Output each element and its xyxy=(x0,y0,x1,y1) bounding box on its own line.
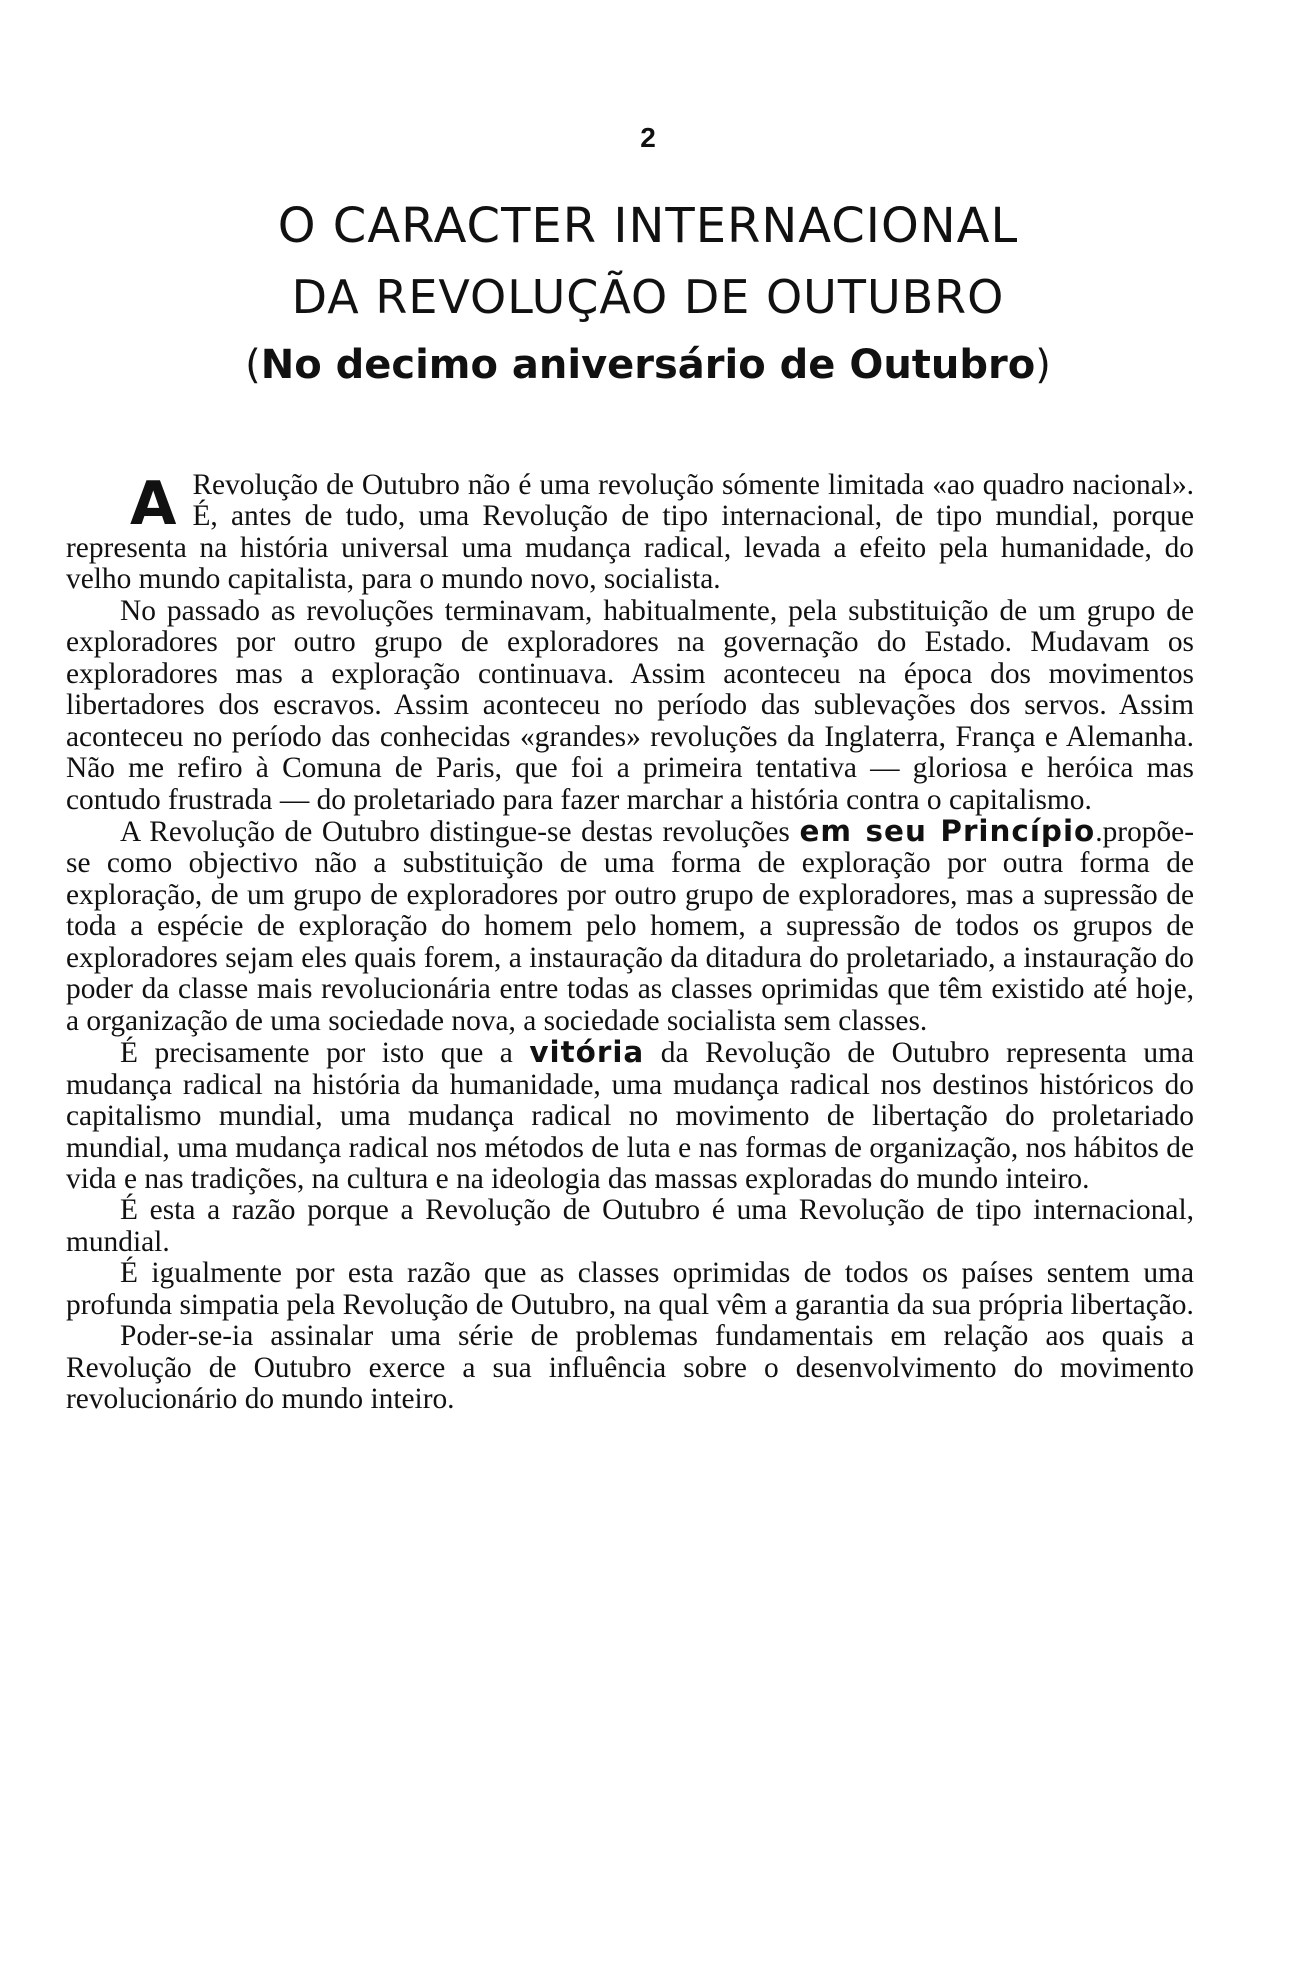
subtitle xyxy=(0,342,1296,388)
paragraph-2: No passado as revoluções terminavam, habitualmente, pela substituição de um grupo de exploradores por outro grupo de exploradores na governação do Estado. Mudavam os exploradores mas a exploração continuava. Assim aconteceu na época dos movimentos libertadores dos escravos. Assim aconteceu no período das sublevações dos servos. Assim aconteceu no período das conhecidas «grandes» revoluções da Inglaterra, França e Alemanha. Não me refiro à Comuna de Paris, que foi a primeira tentativa — gloriosa e heróica mas contudo frustrada — do proletariado para fazer marchar a história contra o capitalismo. xyxy=(66,594,1194,816)
paragraph-3-text-after: .propõe-se como objectivo não a substituição de uma forma de exploração por outra forma de exploração, de um grupo de exploradores por outro grupo de exploradores, mas a supressão de toda a espécie de exploração do homem pelo homem, a supressão de todos os grupos de exploradores sejam eles quais forem, a instauração da ditadura do proletariado, a instauração do poder da classe mais revolucionária entre todas as classes oprimidas que têm existido até hoje, a organização de uma sociedade nova, a sociedade socialista sem classes. xyxy=(66,815,1194,1037)
title-line-2: DA REVOLUÇÃO DE OUTUBRO xyxy=(291,270,1005,324)
subtitle-open-paren: ( xyxy=(245,342,261,388)
paragraph-4-text-after: da Revolução de Outubro representa uma mudança radical na história da humanidade, uma mudança radical nos destinos históricos do capitalismo mundial, uma mudança radical no movimento de libertação do proletariado mundial, uma mudança radical nos métodos de luta e nas formas de organização, nos hábitos de vida e nas tradições, na cultura e na ideologia das massas exploradas do mundo inteiro. xyxy=(66,1037,1194,1195)
paragraph-1-text: Revolução de Outubro não é uma revolução sómente limitada «ao quadro nacional». É, antes de tudo, uma Revolução de tipo internacional, de tipo mundial, porque representa na história universal uma mudança radical, levada a efeito pela humanidade, do velho mundo capitalista, para o mundo novo, socialista. xyxy=(66,469,1194,596)
paragraph-4-text-before: É precisamente por isto que a xyxy=(120,1037,530,1070)
page-number: 2 xyxy=(640,122,656,153)
paragraph-4 xyxy=(66,1037,1194,1195)
subtitle-close-paren: ) xyxy=(1035,342,1051,388)
paragraph-1 xyxy=(66,470,1194,596)
paragraph-5: É esta a razão porque a Revolução de Outubro é uma Revolução de tipo internacional, mundial. xyxy=(66,1194,1194,1258)
paragraph-4-emphasis: vitória xyxy=(529,1035,645,1070)
article-body xyxy=(66,470,1194,1416)
paragraph-3-emphasis: em seu Princípio xyxy=(799,813,1096,848)
paragraph-7: Poder-se-ia assinalar uma série de problemas fundamentais em relação aos quais a Revolução de Outubro exerce a sua influência sobre o desenvolvimento do movimento revolucionário do mundo inteiro. xyxy=(66,1320,1194,1416)
drop-cap: A xyxy=(130,469,177,539)
paragraph-3 xyxy=(66,813,1194,1037)
paragraph-6: É igualmente por esta razão que as classes oprimidas de todos os países sentem uma profunda simpatia pela Revolução de Outubro, na qual vêm a garantia da sua própria libertação. xyxy=(66,1257,1194,1321)
paragraph-3-text-before: A Revolução de Outubro distingue-se destas revoluções xyxy=(120,815,800,848)
subtitle-text: No decimo aniversário de Outubro xyxy=(260,342,1036,388)
title-line-1: O CARACTER INTERNACIONAL xyxy=(277,198,1019,254)
